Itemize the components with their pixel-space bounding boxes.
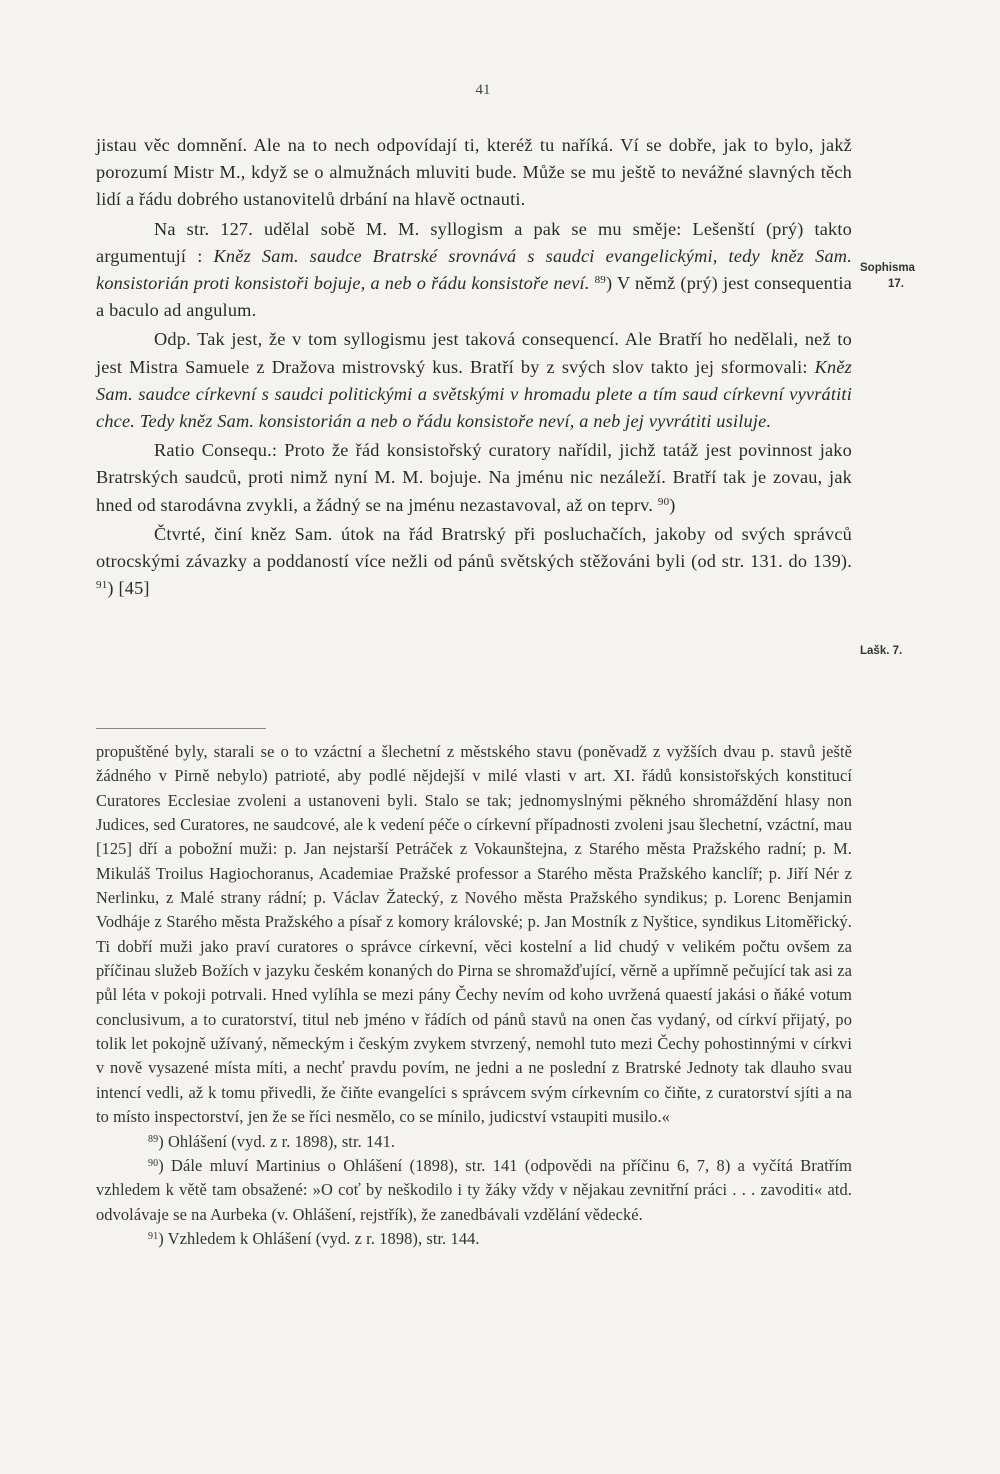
paragraph-4-text: Ratio Consequ.: Proto že řád konsistořský curatory nařídil, jichž tatáž jest povinnost jako Bratrských saudců, proti nimž nyní M. M. bojuje. Na jménu nic nezáleží. Bratří tak je zovau, jak hned od starodávna zvykli, a žádný se na jménu nezastavoval, až on teprv. xyxy=(96,440,852,515)
paragraph-1: jistau věc domnění. Ale na to nech odpovídají ti, kteréž tu naříká. Ví se dobře, jak to bylo, jakž porozumí Mistr M., když se o almužnách mluviti bude. Může se mu ještě to nevážné slavných těch lidí a řádu dobrého ustanovitelů drbání na hlavě octnauti. xyxy=(96,135,852,210)
footnote-89-number: 89 xyxy=(148,1133,159,1145)
footnote-90-number: 90 xyxy=(148,1157,159,1169)
paragraph-5-tail: ) [45] xyxy=(107,578,150,599)
footnote-continuation: propuštěné byly, starali se o to vzáctní a šlechetní z městského stavu (poněvadž z vyžších dvau p. stavů ještě žádného v Pirně nebylo) patrioté, aby podlé nějdejší v milé vlasti v art. XI. řádů konsistořských konstitucí Curatores Ecclesiae zvoleni a ustanoveni byli. Stalo se tak; jednomyslnými pěkného shromáždění hlasy non Judices, sed Curatores, ne saudcové, ale k vedení péče o církevní případnosti zvoleni jsau šlechetní, vzáctní, mau [125] dří a pobožní muži: p. Jan nejstarší Petráček z Vokaunštejna, z Starého města Pražského radní; p. M. Mikuláš Troilus Hagiochoranus, Academiae Pražské professor a Starého města Pražského kanclíř; p. Jiří Nér z Nerlinku, z Malé strany rádní; p. Václav Žatecký, z Nového města Pražského syndikus; p. Lorenc Benjamin Vodháje z Starého města Pražského a písař z komory královské; p. Jan Mostník z Nyštice, syndikus Litoměřický. Ti dobří muži jako praví curatores o správce církevní, věci kostelní a lid chudý v velikém počtu ovšem za příčinau služeb Božích v jazyku českém konaných do Pirna se shromažďující, věrně a upřímně pečující tak asi za půl léta v pokoji potrvali. Hned vylíhla se mezi pány Čechy nevím od koho uvržená quaestí jakási o ňáké votum conclusivum, a to curatorství, titul neb jméno v řádích od pánů stavů na onen čas vydaný, od církví přijatý, po tolik let pokojně užívaný, německým i českým zvykem stvrzený, nemohl tuto mezi Čechy pohostinnými v církvi v nově vysazené místa míti, a nechť pravdu povím, ne jedni a ne poslední z Bratrské Jednoty tak dlauho svau intencí vedli, až k tomu přivedli, že čiňte evangelíci s správcem svým církevním co čiňte, z curatorství sjíti a na to místo inspectorství, jen že se říci nesmělo, co se mínilo, judicství vstaupiti musilo.« xyxy=(96,742,852,1127)
paragraph-4-tail: ) xyxy=(669,494,676,515)
footnote-91-text: ) Vzhledem k Ohlášení (vyd. z r. 1898), str. 144. xyxy=(158,1228,480,1248)
footnote-89-text: ) Ohlášení (vyd. z r. 1898), str. 141. xyxy=(158,1131,396,1151)
paragraph-5-text: Čtvrté, činí kněz Sam. útok na řád Bratrský při posluchačích, jakoby od svých správců otrocskými závazky a poddaností více nežli od pánů světských stěžováni byli (od str. 131. do 139). xyxy=(96,523,852,572)
margin-note-sophisma-number: 17. xyxy=(888,278,904,290)
main-text xyxy=(96,132,852,604)
footnote-ref-90: 90 xyxy=(657,495,670,508)
footnote-90-text: ) Dále mluví Martinius o Ohlášení (1898), str. 141 (odpovědi na příčinu 6, 7, 8) a vyčítá Bratřím vzhledem k větě tam obsažené: »O coť by neškodilo i ty žáky vždy v nějakau zevnitřní práci . . . zavoditi« atd. odvolávaje se na Aurbeka (v. Ohlášení, rejstřík), že zanedbávali vzdělání vědecké. xyxy=(96,1155,852,1224)
footnote-ref-91: 91 xyxy=(96,579,108,592)
footnote-ref-89: 89 xyxy=(594,274,607,287)
paragraph-4 xyxy=(96,437,852,519)
footnote-89 xyxy=(96,1130,852,1154)
page-number: 41 xyxy=(475,82,491,98)
footnote-90 xyxy=(96,1154,852,1227)
footnote-divider xyxy=(96,728,266,729)
paragraph-3-text: Odp. Tak jest, že v tom syllogismu jest taková consequencí. Ale Bratří ho nedělali, než to jest Mistra Samuele z Dražova mistrovský kus. Bratří by z svých slov takto jej sformovali: xyxy=(96,329,852,377)
paragraph-2-italic: Kněz Sam. saudce Bratrské srovnává s saudci evangelickými, tedy kněz Sam. konsistorián proti konsistoři bojuje, a neb o řádu konsistoře neví. xyxy=(96,245,852,294)
margin-note-sophisma xyxy=(860,260,950,292)
paragraph-2 xyxy=(96,216,852,325)
paragraph-3-italic: Kněz Sam. saudce církevní s saudci politickými a světskými v hromadu plete a tím saud církevní vyvrátiti chce. Tedy kněz Sam. konsistorián a neb o řádu konsistoře neví, a neb jej vyvrátiti usiluje. xyxy=(96,356,852,432)
footnotes xyxy=(96,740,852,1251)
footnote-91-number: 91 xyxy=(148,1230,159,1242)
paragraph-3 xyxy=(96,326,852,435)
margin-note-sophisma-label: Sophisma xyxy=(860,262,915,274)
paragraph-2-tail: ) V němž (prý) jest consequentia a baculo ad angulum. xyxy=(96,273,852,321)
paragraph-2-text: Na str. 127. udělal sobě M. M. syllogism a pak se mu směje: Lešenští (prý) takto argumentují : xyxy=(96,218,852,266)
margin-note-lask: Lašk. 7. xyxy=(860,645,903,657)
footnote-91 xyxy=(96,1227,852,1251)
paragraph-5 xyxy=(96,521,852,603)
